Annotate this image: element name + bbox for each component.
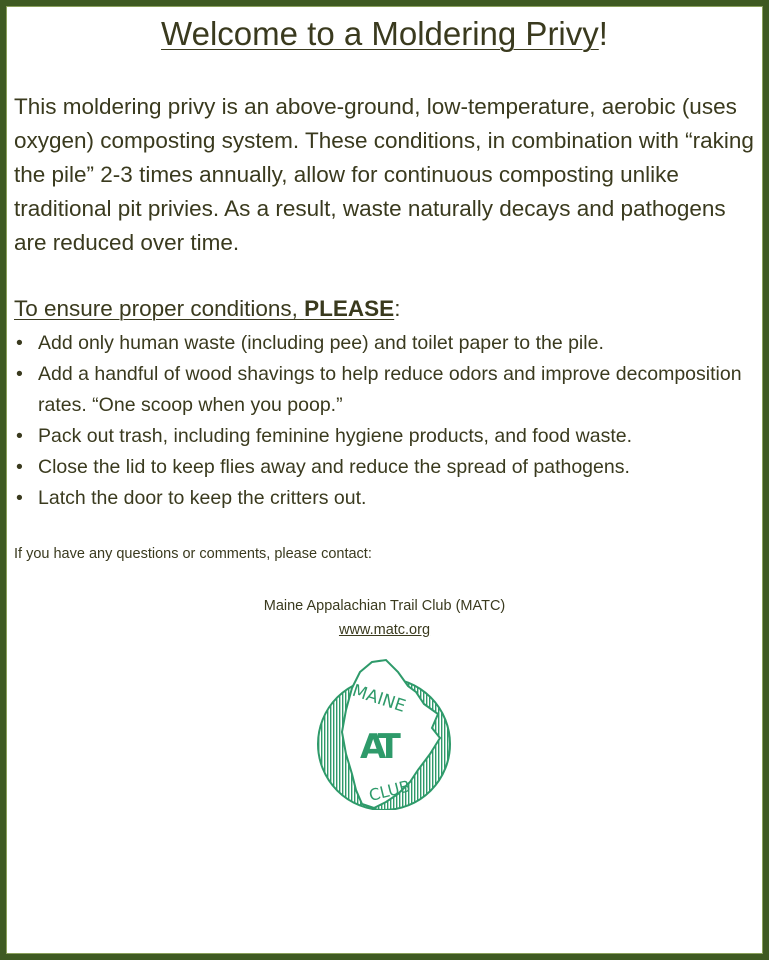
logo-center-letters: AT	[360, 727, 395, 767]
matc-logo	[312, 658, 460, 810]
logo-top-text: MAINE	[349, 680, 408, 717]
list-item-text: Add a handful of wood shavings to help reduce odors and improve decomposition rates. “One scoop when you poop.”	[38, 363, 742, 416]
logo-bottom-text: CLUB	[366, 776, 413, 805]
list-item	[14, 328, 759, 359]
list-item	[14, 421, 759, 452]
contact-note: If you have any questions or comments, please contact:	[14, 546, 372, 562]
org-name: Maine Appalachian Trail Club (MATC)	[263, 598, 506, 614]
bullet-icon: •	[16, 487, 23, 509]
page-title	[0, 14, 769, 54]
intro-paragraph: This moldering privy is an above-ground, low-temperature, aerobic (uses oxygen) composting system. These conditions, in combination with “raking the pile” 2-3 times annually, allow for continuous composting unlike traditional pit privies. As a result, waste naturally decays and pathogens are reduced over time.	[14, 94, 754, 255]
org-block	[0, 594, 769, 642]
bullet-icon: •	[16, 456, 23, 478]
list-item	[14, 452, 759, 483]
ensure-heading	[14, 292, 759, 326]
ensure-colon: :	[394, 296, 401, 321]
list-item	[14, 359, 759, 421]
bullet-icon: •	[16, 425, 23, 447]
bullet-icon: •	[16, 363, 23, 385]
list-item-text: Close the lid to keep flies away and reduce the spread of pathogens.	[38, 456, 630, 478]
list-item-text: Add only human waste (including pee) and toilet paper to the pile.	[38, 332, 604, 354]
bullet-icon: •	[16, 332, 23, 354]
list-item-text: Pack out trash, including feminine hygiene products, and food waste.	[38, 425, 633, 447]
ensure-emphasis: PLEASE	[304, 296, 395, 321]
list-item	[14, 483, 759, 514]
org-website-link[interactable]: www.matc.org	[338, 622, 431, 638]
instruction-list	[14, 328, 759, 514]
ensure-lead: To ensure proper conditions,	[14, 296, 305, 321]
list-item-text: Latch the door to keep the critters out.	[38, 487, 367, 509]
title-exclamation: !	[598, 15, 608, 52]
title-text: Welcome to a Moldering Privy	[161, 15, 599, 52]
